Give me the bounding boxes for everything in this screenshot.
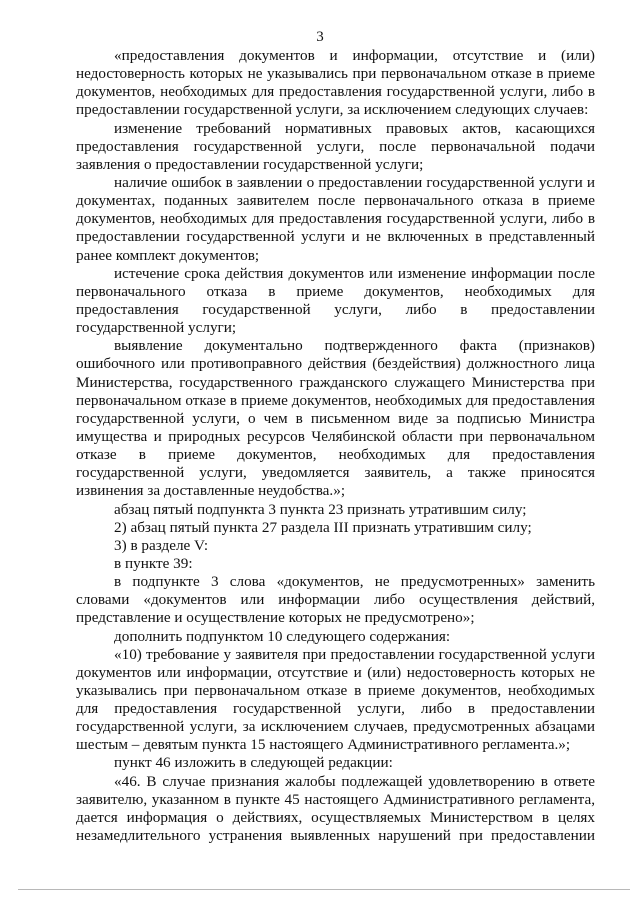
text-line: незамедлительного устранения выявленных нарушений при предоставлении [76, 827, 595, 845]
text-line: документов или информации, отсутствие и (или) недостоверность которых не [76, 663, 595, 681]
text-line: отказе в приеме документов, необходимых для предоставления [76, 446, 595, 464]
text-line: дается информация о действиях, осуществляемых Министерством в целях [76, 808, 595, 826]
text-line: государственной услуги, за исключением случаев, предусмотренных абзацами [76, 718, 595, 736]
text-line: наличие ошибок в заявлении о предоставлении государственной услуги и [114, 173, 595, 191]
text-line: абзац пятый подпункта 3 пункта 23 признать утратившим силу; [114, 500, 527, 518]
text-line: предоставления государственной услуги, после первоначальной подачи [76, 137, 595, 155]
text-line: первоначальном отказе в приеме документов, необходимых для предоставления [76, 391, 595, 409]
text-line: изменение требований нормативных правовых актов, касающихся [114, 119, 595, 137]
text-line: предоставлении государственной услуги, за исключением следующих случаев: [76, 101, 589, 119]
page-number: 3 [316, 29, 324, 45]
text-line: заявителю, указанном в пункте 45 настоящего Административного регламента, [76, 790, 595, 808]
text-line: извинения за доставленные неудобства.»; [76, 482, 346, 500]
document-body [76, 47, 595, 845]
text-line: предоставлении государственной услуги и не включенных в представленный [76, 228, 595, 246]
text-line: «46. В случае признания жалобы подлежащей удовлетворению в ответе [114, 772, 595, 790]
text-line: «10) требование у заявителя при предоставлении государственной услуги [114, 645, 595, 663]
text-line: для предоставления государственной услуги, либо в предоставлении [76, 700, 595, 718]
text-line: представление и осуществление которых не предусмотрено»; [76, 609, 475, 627]
text-line: пункт 46 изложить в следующей редакции: [114, 754, 393, 772]
text-line: заявления о предоставлении государственной услуги; [76, 155, 424, 173]
text-line: в подпункте 3 слова «документов, не предусмотренных» заменить [114, 573, 595, 591]
text-line: выявление документально подтвержденного факта (признаков) [114, 337, 595, 355]
text-line: документах, поданных заявителем после первоначального отказа в приеме [76, 192, 595, 210]
text-line: дополнить подпунктом 10 следующего содержания: [114, 627, 451, 645]
text-line: словами «документов или информации либо осуществления действий, [76, 591, 595, 609]
text-line: документов, необходимых для предоставления государственной услуги, либо в [76, 83, 595, 101]
text-line: ранее комплект документов; [76, 246, 260, 264]
text-line: указывались при первоначальном отказе в приеме документов, необходимых [76, 681, 595, 699]
text-line: государственной услуги; [76, 319, 237, 337]
text-line: недостоверность которых не указывались при первоначальном отказе в приеме [76, 65, 595, 83]
text-line: государственной услуги, о чем в письменном виде за подписью Министра [76, 409, 595, 427]
text-line: 3) в разделе V: [114, 536, 209, 554]
text-line: имущества и природных ресурсов Челябинской области при первоначальном [76, 427, 595, 445]
text-line: документов, необходимых для предоставления государственной услуги, либо в [76, 210, 595, 228]
scan-edge-line [18, 889, 630, 890]
text-line: предоставления государственной услуги, либо в предоставлении [76, 300, 595, 318]
text-line: 2) абзац пятый пункта 27 раздела III признать утратившим силу; [114, 518, 532, 536]
text-line: первоначального отказа в приеме документов, необходимых для [76, 282, 595, 300]
text-line: «предоставления документов и информации, отсутствие и (или) [114, 47, 595, 64]
text-line: шестым – девятым пункта 15 настоящего Административного регламента.»; [76, 736, 571, 754]
text-line: истечение срока действия документов или изменение информации после [114, 264, 595, 282]
text-line: ошибочного или противоправного действия (бездействия) должностного лица [76, 355, 595, 373]
text-line: в пункте 39: [114, 554, 193, 572]
text-line: государственной услуги, уведомляется заявитель, а также приносятся [76, 464, 595, 482]
text-line: Министерства, государственного гражданского служащего Министерства при [76, 373, 595, 391]
